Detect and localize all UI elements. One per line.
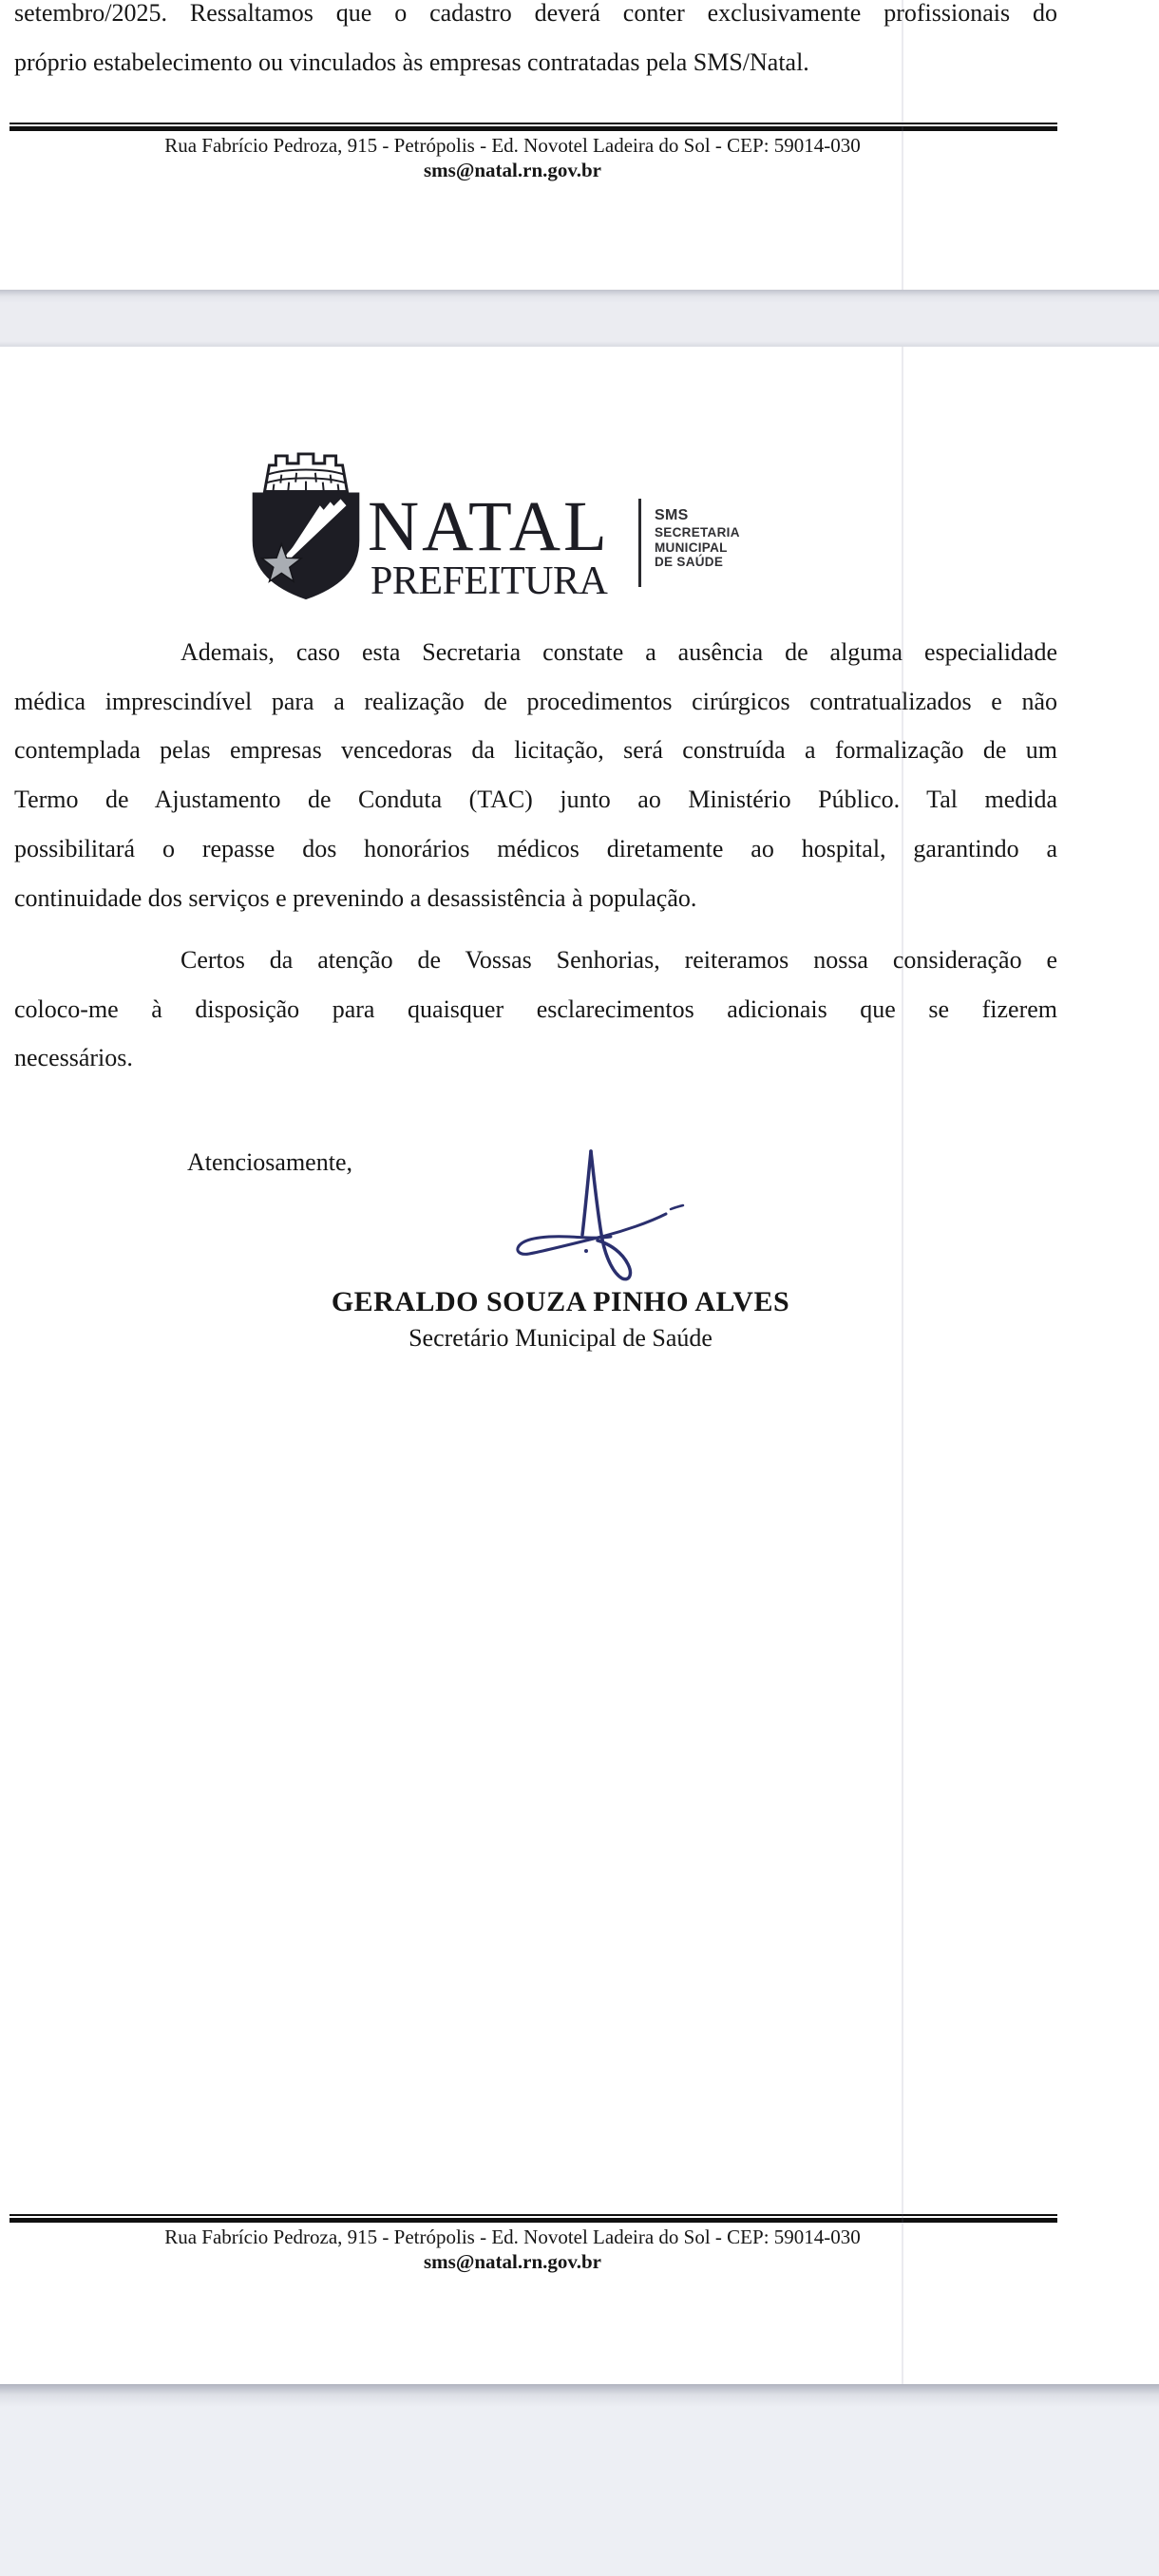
signer-name: GERALDO SOUZA PINHO ALVES: [331, 1286, 790, 1317]
closing-salutation: Atenciosamente,: [187, 1148, 352, 1176]
natal-coat-of-arms-icon: [243, 450, 369, 608]
footer-email: sms@natal.rn.gov.br: [424, 2250, 601, 2273]
mural-crown-icon: [265, 454, 348, 492]
text-line: necessários.: [14, 1044, 133, 1072]
text-line: Certos da atenção de Vossas Senhorias, reiteramos nossa consideração e: [180, 946, 1057, 974]
footer-rule: [10, 123, 1057, 131]
natal-prefeitura-letterhead: [243, 446, 747, 613]
text-line: DE SAÚDE: [655, 555, 724, 569]
text-line: Ademais, caso esta Secretaria constate a ausência de alguma especialidade: [180, 638, 1057, 666]
text-line: coloco-me à disposição para quaisquer esclarecimentos adicionais que se fizerem: [14, 994, 1057, 1023]
logo-city-name: NATAL: [368, 487, 610, 566]
page-separator: [0, 290, 1159, 347]
text-line: SMS: [655, 507, 689, 523]
footer-address: Rua Fabrício Pedroza, 915 - Petrópolis - Ed. Novotel Ladeira do Sol - CEP: 59014-030: [164, 2226, 861, 2248]
viewer-background: [0, 2384, 1159, 2576]
handwritten-signature-icon: [499, 1143, 689, 1285]
footer-rule: [10, 2214, 1057, 2223]
text-line: SECRETARIA: [655, 525, 740, 540]
text-line: setembro/2025. Ressaltamos que o cadastro deverá conter exclusivamente profissionais do: [14, 0, 1057, 27]
signer-block: [133, 1282, 988, 1354]
logo-department-block: [655, 507, 750, 570]
text-line: próprio estabelecimento ou vinculados às empresas contratadas pela SMS/Natal.: [14, 48, 809, 76]
document-page-1: [0, 0, 1159, 290]
logo-divider: [638, 499, 641, 587]
scan-fold-line: [902, 0, 903, 290]
text-line: contemplada pelas empresas vencedoras da licitação, será construída a formalização de um: [14, 736, 1057, 765]
shield-shape: [254, 493, 359, 598]
logo-org-name: PREFEITURA: [370, 559, 608, 603]
text-line: continuidade dos serviços e prevenindo a desassistência à população.: [14, 883, 697, 912]
signer-title: Secretário Municipal de Saúde: [408, 1324, 712, 1352]
text-line: possibilitará o repasse dos honorários médicos diretamente ao hospital, garantindo a: [14, 834, 1057, 862]
text-line: MUNICIPAL: [655, 540, 728, 555]
footer-address: Rua Fabrício Pedroza, 915 - Petrópolis - Ed. Novotel Ladeira do Sol - CEP: 59014-030: [164, 134, 861, 157]
document-page-2: [0, 347, 1159, 2384]
footer-email: sms@natal.rn.gov.br: [424, 159, 601, 181]
text-line: médica imprescindível para a realização de procedimentos cirúrgicos contratualizados e não: [14, 687, 1057, 715]
text-line: Termo de Ajustamento de Conduta (TAC) junto ao Ministério Público. Tal medida: [14, 786, 1057, 814]
scan-fold-line: [902, 347, 903, 2384]
